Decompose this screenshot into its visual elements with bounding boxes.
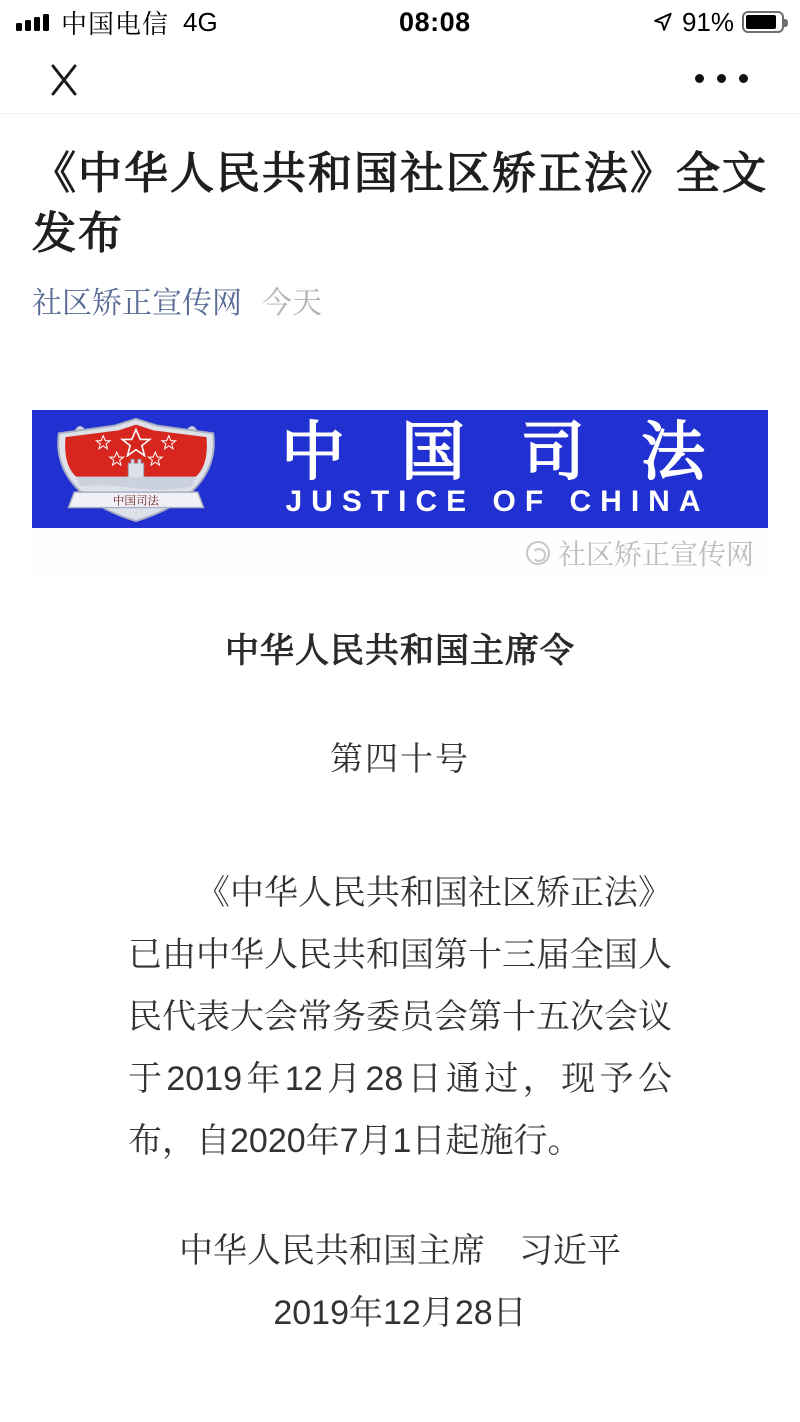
emblem-ribbon-text: 中国司法 [112,495,160,508]
more-button[interactable] [695,74,748,83]
watermark-text: 社区矫正宣传网 [557,539,754,570]
banner-title-en: JUSTICE OF CHINA [285,485,710,518]
banner-blue-area [32,410,768,528]
battery-icon [742,11,784,33]
battery-percent-label: 91% [681,6,734,37]
close-icon [46,61,82,97]
decree-heading: 中华人民共和国主席令 [225,632,575,670]
location-arrow-icon [652,11,674,33]
banner-image[interactable] [32,410,768,578]
justice-emblem-icon [48,415,224,523]
carrier-label: 中国电信 [61,8,170,39]
article-title: 《中华人民共和国社区矫正法》全文发布 [32,149,768,258]
banner-watermark [32,528,768,578]
signature-line: 中华人民共和国主席 习近平 [179,1232,621,1270]
publish-time-label: 今天 [262,287,322,320]
status-bar [0,0,800,44]
more-icon [695,74,748,83]
clock: 08:08 [399,6,471,37]
webview-nav-bar [0,44,800,114]
decree-paragraph: 《中华人民共和国社区矫正法》已由中华人民共和国第十三届全国人民代表大会常务委员会第十五次会议于2019年12月28日通过，现予公布，自2020年7月1日起施行。 [128,874,672,1160]
banner-title-cn: 中国司法 [281,416,761,488]
source-account-link[interactable]: 社区矫正宣传网 [32,287,242,320]
network-type-label: 4G [183,6,218,37]
watermark-logo-icon [526,541,550,565]
byline [32,284,768,324]
decree-number: 第四十号 [330,740,470,777]
signal-strength-icon [16,13,49,31]
signature-date: 2019年12月28日 [273,1294,527,1332]
close-button[interactable] [46,61,82,97]
article-content [0,144,800,1344]
